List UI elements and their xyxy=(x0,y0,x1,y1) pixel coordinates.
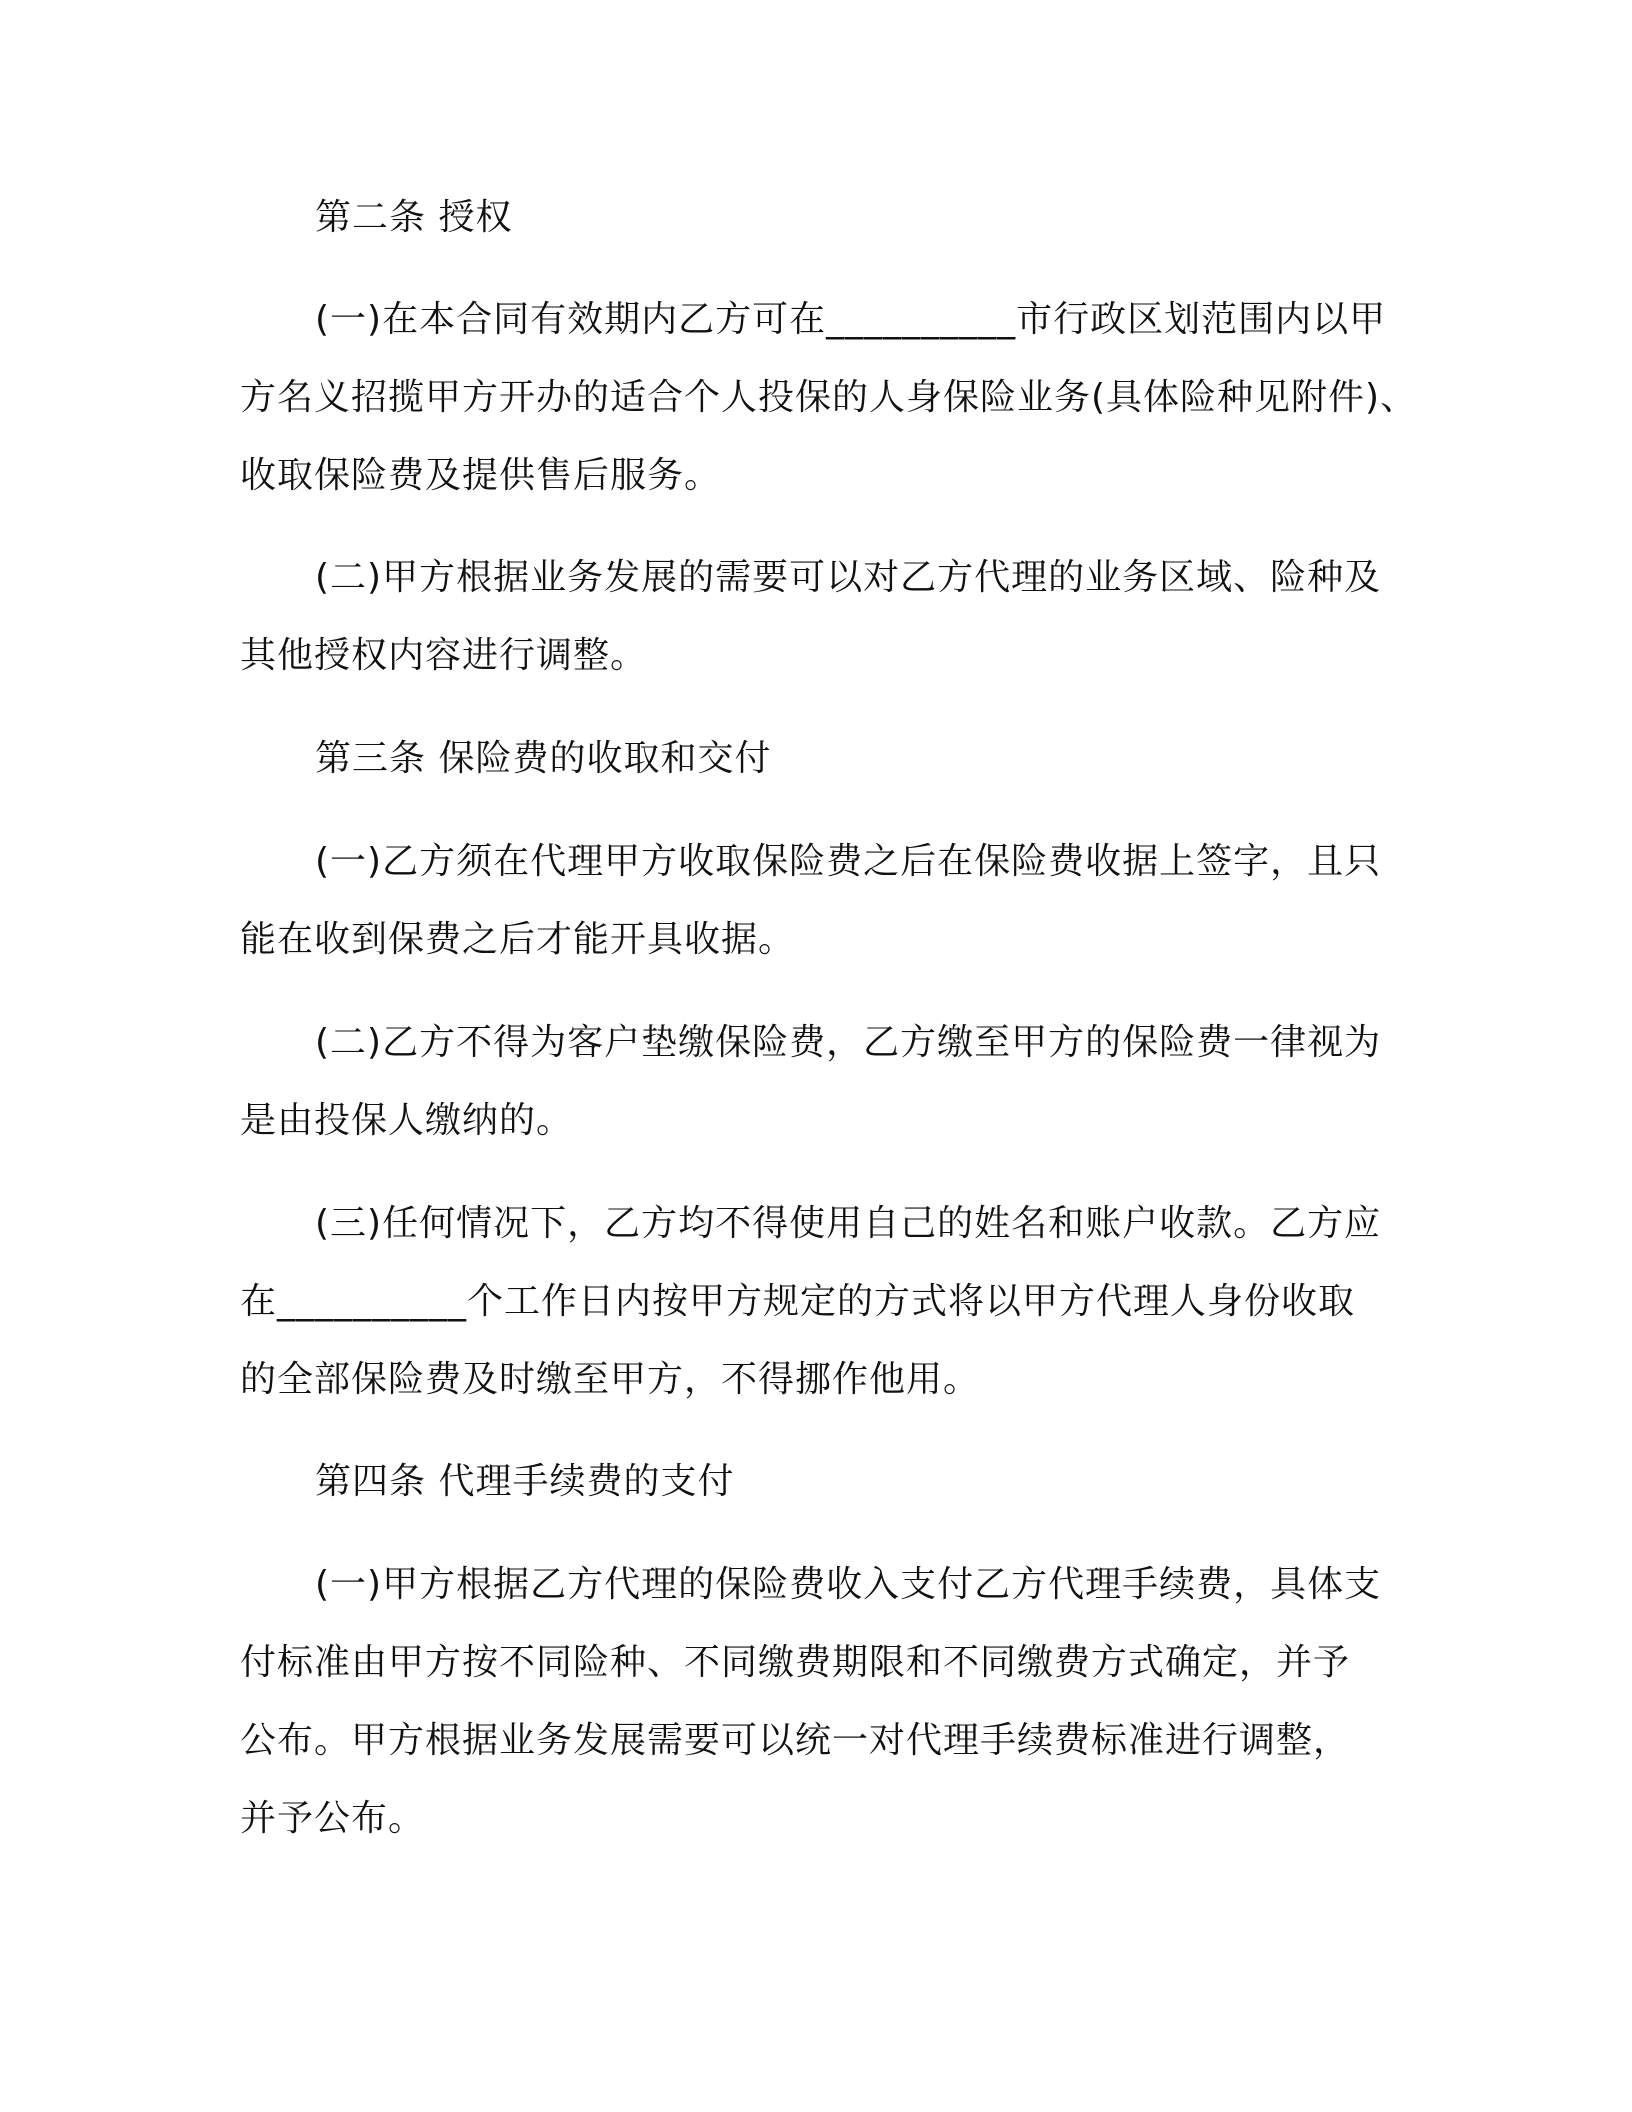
article-2-clause-1-line-1: (一)在本合同有效期内乙方可在__________市行政区划范围内以甲 xyxy=(315,299,1387,340)
article-4-clause-1-line-1: (一)甲方根据乙方代理的保险费收入支付乙方代理手续费，具体支 xyxy=(315,1564,1382,1605)
article-2-clause-2-line-1: (二)甲方根据业务发展的需要可以对乙方代理的业务区域、险种及 xyxy=(315,557,1382,598)
article-2-clause-1-line-2: 方名义招揽甲方开办的适合个人投保的人身保险业务(具体险种见附件)、 xyxy=(240,377,1418,418)
article-2-heading: 第二条 授权 xyxy=(315,197,513,238)
article-4-clause-1-line-2: 付标准由甲方按不同险种、不同缴费期限和不同缴费方式确定，并予 xyxy=(240,1642,1351,1683)
article-3-clause-2-line-2: 是由投保人缴纳的。 xyxy=(240,1100,574,1141)
article-4-clause-1-line-3: 公布。甲方根据业务发展需要可以统一对代理手续费标准进行调整， xyxy=(240,1720,1351,1761)
article-2-clause-1-line-3: 收取保险费及提供售后服务。 xyxy=(240,455,722,496)
article-3-heading: 第三条 保险费的收取和交付 xyxy=(315,738,772,779)
article-2-clause-2-line-2: 其他授权内容进行调整。 xyxy=(240,635,648,676)
article-3-clause-3-line-3: 的全部保险费及时缴至甲方，不得挪作他用。 xyxy=(240,1359,981,1400)
article-4-clause-1-line-4: 并予公布。 xyxy=(240,1798,426,1839)
article-3-clause-3-line-2: 在__________个工作日内按甲方规定的方式将以甲方代理人身份收取 xyxy=(240,1281,1356,1322)
article-3-clause-3-line-1: (三)任何情况下，乙方均不得使用自己的姓名和账户收款。乙方应 xyxy=(315,1203,1382,1244)
article-3-clause-2-line-1: (二)乙方不得为客户垫缴保险费，乙方缴至甲方的保险费一律视为 xyxy=(315,1022,1382,1063)
article-3-clause-1-line-1: (一)乙方须在代理甲方收取保险费之后在保险费收据上签字，且只 xyxy=(315,841,1382,882)
article-3-clause-1-line-2: 能在收到保费之后才能开具收据。 xyxy=(240,919,796,960)
article-4-heading: 第四条 代理手续费的支付 xyxy=(315,1461,735,1502)
